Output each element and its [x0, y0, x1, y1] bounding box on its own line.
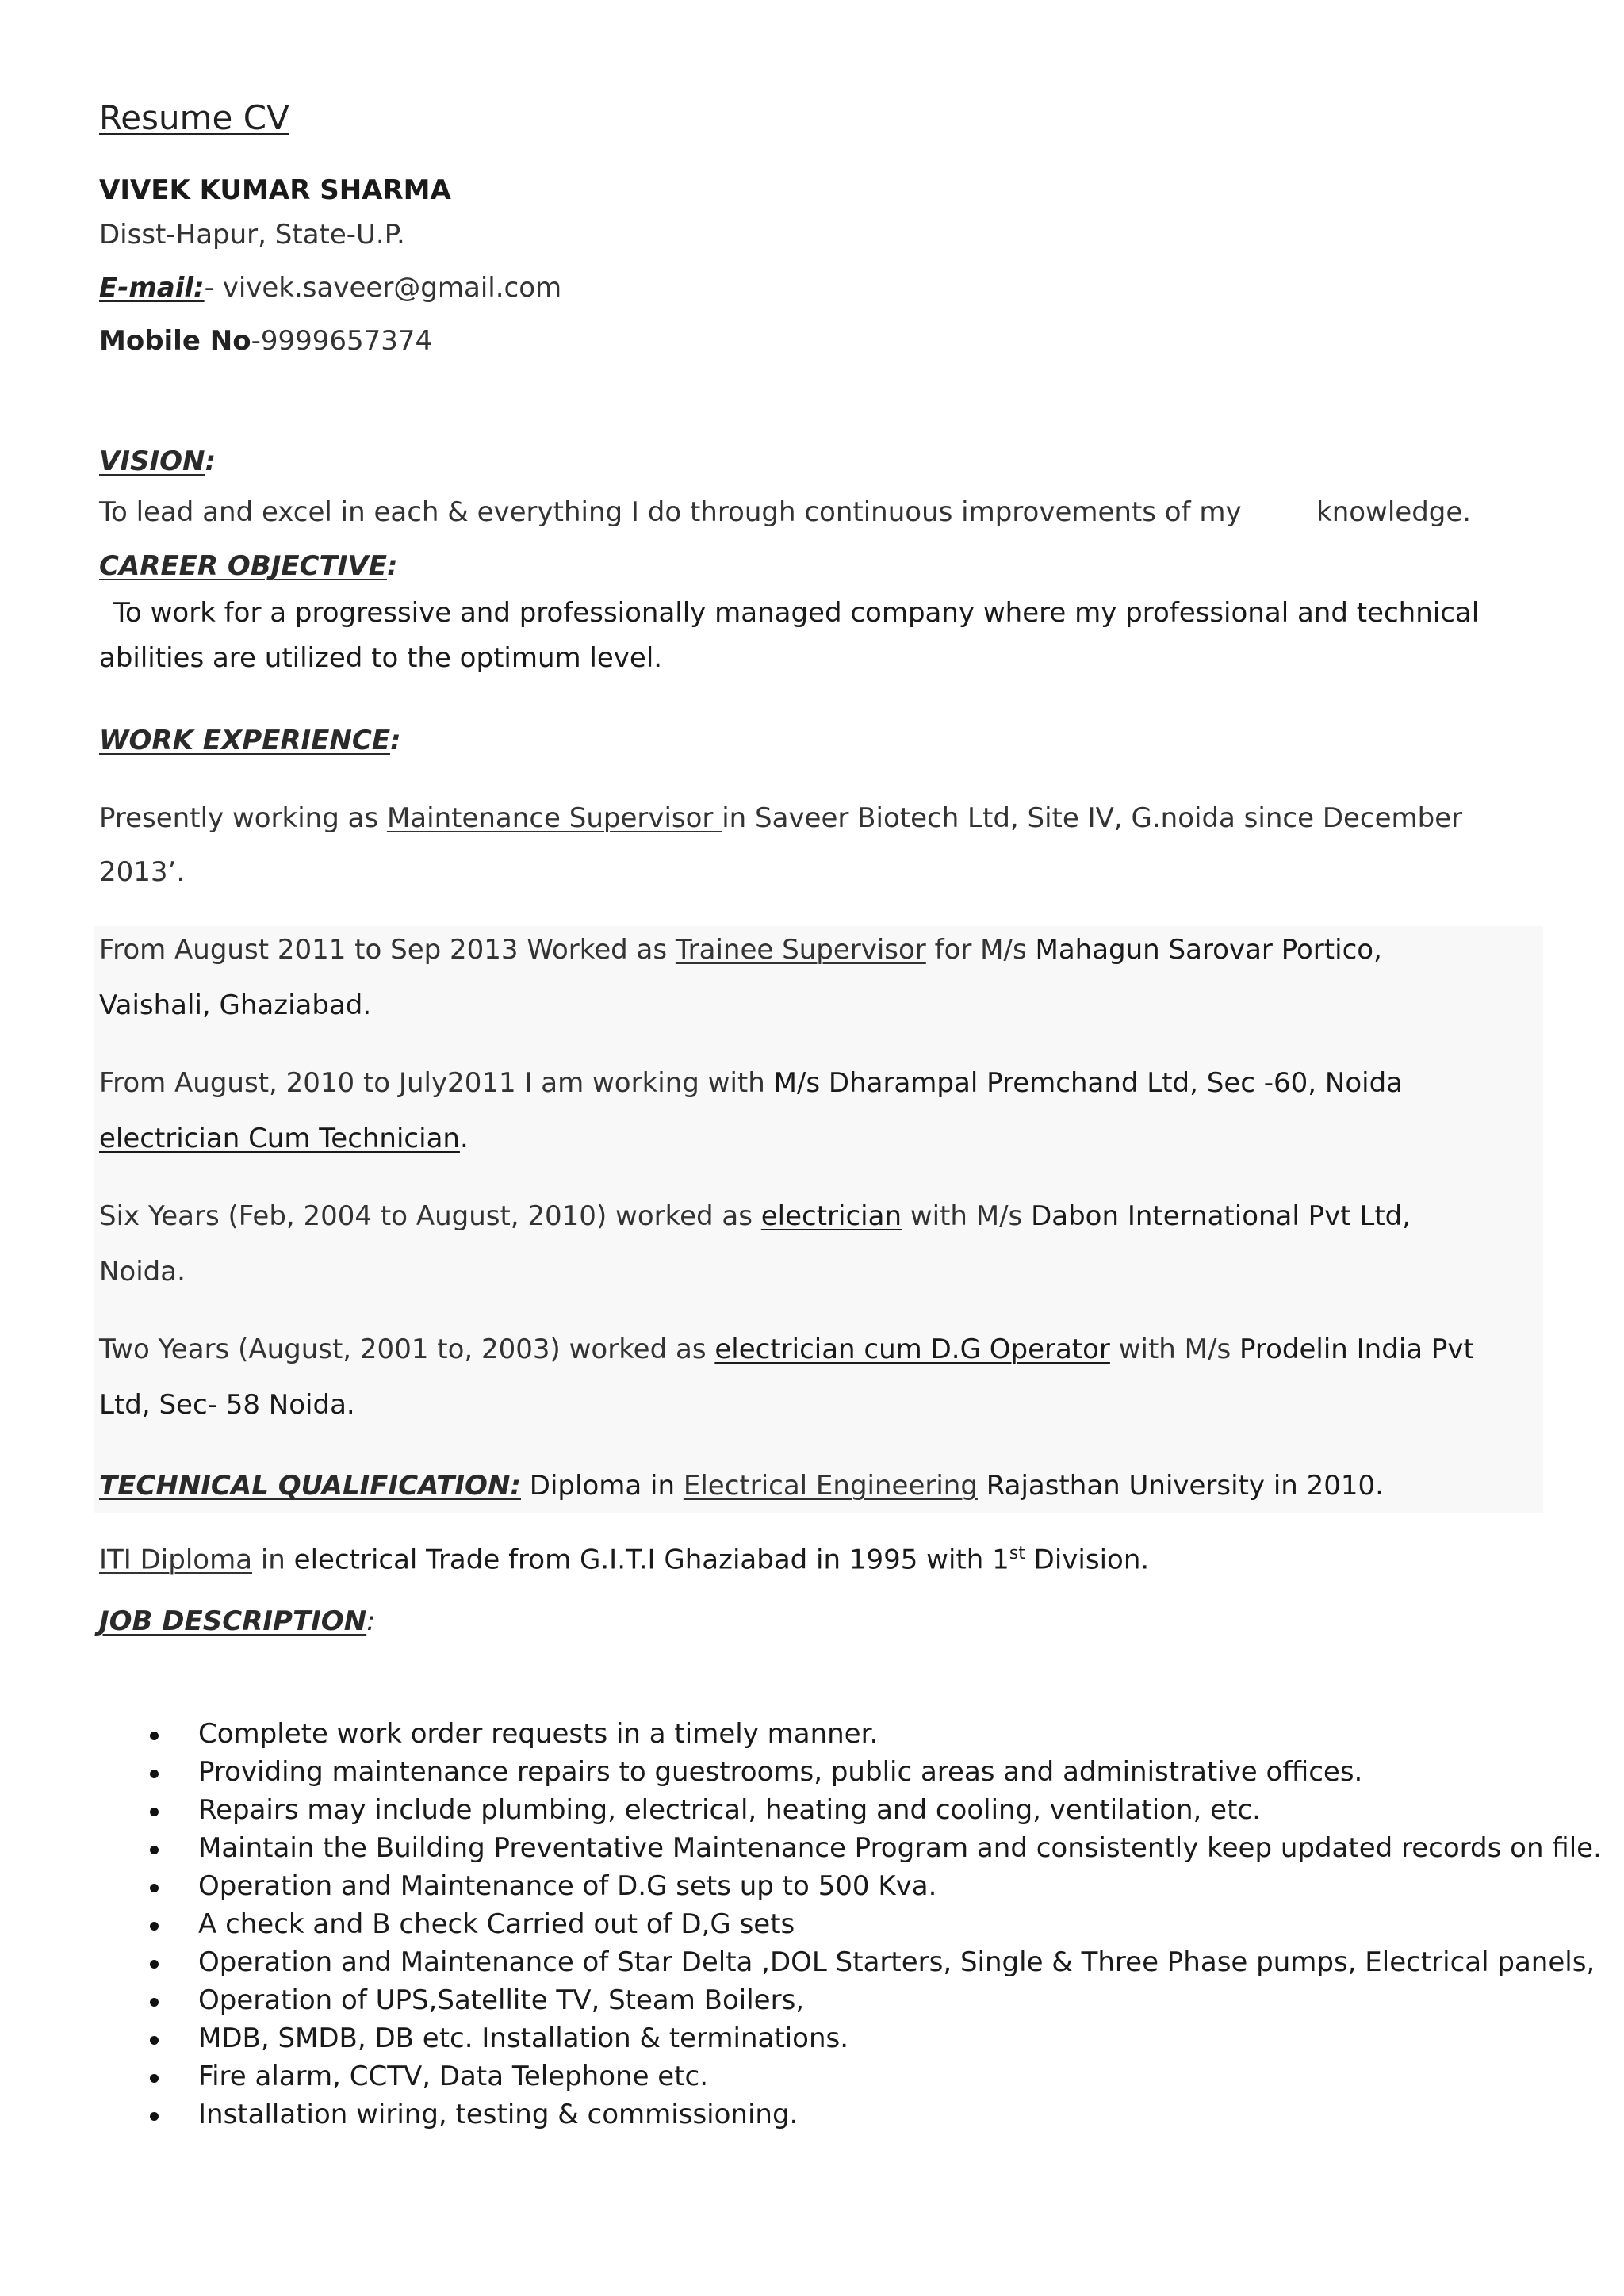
work-entry-2-for: for M/s: [925, 934, 1036, 966]
work-entry-3-cont: [99, 1123, 469, 1154]
work-entry-2-text: From August 2011 to Sep 2013 Worked as: [99, 934, 676, 966]
document-title: Resume CV: [99, 98, 289, 137]
job-description-item: [198, 1983, 1624, 2019]
work-entry-1-text: Presently working as: [99, 802, 387, 834]
email-label: E-mail:: [99, 272, 205, 304]
career-colon: :: [386, 550, 398, 582]
technical-heading: TECHNICAL QUALIFICATION:: [99, 1470, 521, 1502]
bullet-icon: [150, 1922, 159, 1931]
vision-colon: :: [205, 446, 216, 477]
career-heading-row: [99, 550, 398, 582]
bullet-icon: [150, 2074, 159, 2083]
iti-text: electrical Trade from G.I.T.I Ghaziabad in 1995 with 1: [293, 1544, 1009, 1576]
job-description-text: MDB, SMDB, DB etc. Installation & terminations.: [198, 2022, 849, 2054]
work-entry-2-role: Trainee Supervisor: [675, 934, 926, 966]
work-entry-1-cont: 2013’.: [99, 856, 186, 888]
email-separator: -: [204, 272, 223, 304]
job-description-item: [198, 2059, 1624, 2095]
job-description-text: Operation and Maintenance of Star Delta ,DOL Starters, Single & Three Phase pumps, Electrical panels,: [198, 1946, 1595, 1978]
job-heading: JOB DESCRIPTION: [99, 1605, 367, 1637]
work-entry-4-text: Six Years (Feb, 2004 to August, 2010) worked as: [99, 1200, 761, 1232]
work-entry-1: [99, 802, 1462, 834]
technical-field: Electrical Engineering: [683, 1470, 978, 1502]
iti-superscript: st: [1009, 1544, 1025, 1563]
job-description-text: Operation and Maintenance of D.G sets up to 500 Kva.: [198, 1870, 937, 1902]
mobile-line: [99, 325, 432, 357]
job-description-item: [198, 1793, 1624, 1828]
job-description-text: Repairs may include plumbing, electrical, heating and cooling, ventilation, etc.: [198, 1794, 1261, 1826]
work-entry-4-cont: Noida.: [99, 1256, 186, 1288]
work-entry-1-company: in Saveer Biotech Ltd, Site IV, G.noida since December: [722, 802, 1463, 834]
work-entry-5-company: Prodelin India Pvt: [1239, 1334, 1474, 1365]
job-description-item: [198, 1869, 1624, 1904]
job-description-item: [198, 1755, 1624, 1790]
career-heading: CAREER OBJECTIVE: [99, 550, 387, 582]
work-entry-3-text: From August, 2010 to July2011 I am working with: [99, 1067, 774, 1099]
work-entry-5-role: electrician cum D.G Operator: [714, 1334, 1110, 1365]
work-entry-5: [99, 1334, 1474, 1365]
technical-text: Diploma in: [521, 1470, 684, 1502]
job-description-text: Providing maintenance repairs to guestrooms, public areas and administrative offices.: [198, 1756, 1363, 1788]
bullet-icon: [150, 1846, 159, 1854]
job-description-item: [198, 1716, 1624, 1752]
job-description-text: Operation of UPS,Satellite TV, Steam Boilers,: [198, 1984, 805, 2016]
job-description-text: Installation wiring, testing & commissioning.: [198, 2099, 799, 2130]
bullet-icon: [150, 1808, 159, 1816]
work-entry-5-with: with M/s: [1109, 1334, 1239, 1365]
vision-heading-row: [99, 446, 216, 477]
technical-university: Rajasthan University in 2010.: [977, 1470, 1384, 1502]
career-line-2: abilities are utilized to the optimum level.: [99, 642, 663, 674]
work-heading: WORK EXPERIENCE: [99, 725, 391, 756]
work-entry-4-role: electrician: [760, 1200, 902, 1232]
iti-label: ITI Diploma: [99, 1544, 253, 1576]
work-entry-1-role: Maintenance Supervisor: [386, 802, 722, 834]
iti-division: Division.: [1025, 1544, 1150, 1576]
work-entry-2-company: Mahagun Sarovar Portico,: [1035, 934, 1382, 966]
bullet-icon: [150, 1998, 159, 2007]
bullet-icon: [150, 1770, 159, 1778]
work-entry-2: [99, 934, 1382, 966]
job-description-text: Fire alarm, CCTV, Data Telephone etc.: [198, 2061, 709, 2092]
career-line-1: To work for a progressive and professionally managed company where my professional and technical: [113, 597, 1480, 629]
bullet-icon: [150, 1960, 159, 1969]
work-entry-3-company: M/s Dharampal Premchand Ltd, Sec -60, Noida: [773, 1067, 1403, 1099]
work-entry-3-role: electrician Cum Technician: [99, 1123, 460, 1154]
vision-heading: VISION: [99, 446, 205, 477]
work-entry-3: [99, 1067, 1403, 1099]
work-entry-4-company: Dabon International Pvt Ltd,: [1031, 1200, 1411, 1232]
job-description-list: [98, 1716, 1624, 2135]
mobile-value: -9999657374: [251, 325, 433, 357]
job-description-item: [198, 1945, 1624, 1980]
job-description-text: Complete work order requests in a timely manner.: [198, 1718, 879, 1750]
job-description-item: [198, 2021, 1624, 2057]
work-heading-row: [99, 725, 401, 756]
work-entry-5-cont: Ltd, Sec- 58 Noida.: [99, 1389, 355, 1421]
work-entry-2-cont: Vaishali, Ghaziabad.: [99, 989, 372, 1021]
job-description-item: [198, 1907, 1624, 1942]
email-value[interactable]: vivek.saveer@gmail.com: [222, 272, 562, 304]
job-description-text: A check and B check Carried out of D,G sets: [198, 1908, 795, 1940]
work-entry-4: [99, 1200, 1411, 1232]
email-line: [99, 272, 561, 304]
iti-row: [99, 1544, 1149, 1575]
work-colon: :: [390, 725, 401, 756]
mobile-label: Mobile No: [99, 325, 251, 357]
job-colon: :: [366, 1605, 376, 1637]
bullet-icon: [150, 2112, 159, 2121]
vision-text-end: knowledge.: [1316, 496, 1472, 528]
work-entry-3-end: .: [459, 1123, 469, 1154]
iti-in: in: [252, 1544, 294, 1576]
technical-row: [99, 1470, 1384, 1502]
job-description-text: Maintain the Building Preventative Maintenance Program and consistently keep updated records on file.: [198, 1832, 1602, 1864]
bullet-icon: [150, 1884, 159, 1892]
work-entry-4-with: with M/s: [902, 1200, 1032, 1232]
vision-text: To lead and excel in each & everything I do through continuous improvements of my: [99, 496, 1242, 528]
address-line: Disst-Hapur, State-U.P.: [99, 219, 405, 251]
work-entry-5-text: Two Years (August, 2001 to, 2003) worked as: [99, 1334, 715, 1365]
bullet-icon: [150, 1732, 159, 1740]
job-heading-row: [99, 1605, 376, 1637]
bullet-icon: [150, 2036, 159, 2045]
candidate-name: VIVEK KUMAR SHARMA: [99, 174, 451, 206]
job-description-item: [198, 1831, 1624, 1866]
job-description-item: [198, 2097, 1624, 2133]
